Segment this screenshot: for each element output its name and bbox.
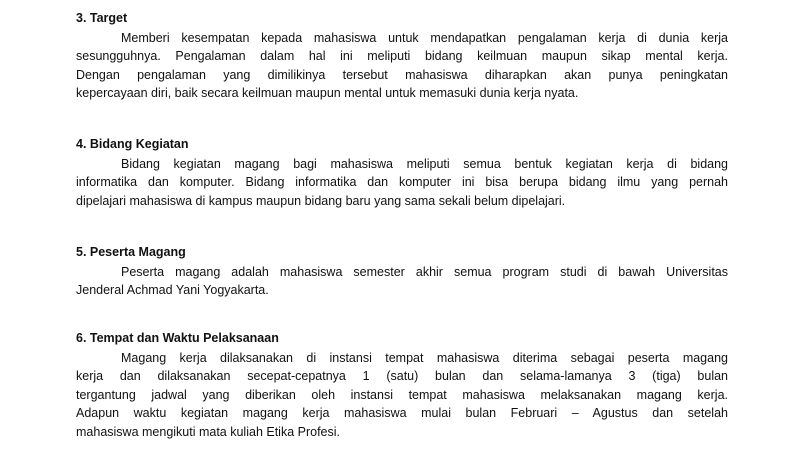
section-heading: 5. Peserta Magang — [76, 245, 186, 259]
section-target — [76, 10, 728, 103]
section-heading: 4. Bidang Kegiatan — [76, 137, 189, 151]
section-paragraph — [76, 263, 728, 300]
section-peserta-magang — [76, 244, 728, 300]
paragraph-line: tergantung jadwal yang diberikan oleh instansi tempat mahasiswa melaksanakan magang kerja. — [76, 387, 728, 402]
paragraph-line: informatika dan komputer. Bidang informatika dan komputer ini bisa berupa bidang ilmu yang pernah — [76, 175, 728, 190]
section-paragraph — [76, 155, 728, 210]
paragraph-line: kerja dan dilaksanakan secepat-cepatnya 1 (satu) bulan dan selama-lamanya 3 (tiga) bulan — [76, 369, 728, 384]
paragraph-line: sesungguhnya. Pengalaman dalam hal ini meliputi bidang keilmuan maupun sikap mental kerja. — [76, 49, 728, 64]
paragraph-line: Adapun waktu kegiatan magang kerja mahasiswa mulai bulan Februari – Agustus dan setelah — [76, 406, 728, 421]
section-paragraph — [76, 349, 728, 441]
paragraph-line: kepercayaan diri, baik secara keilmuan maupun mental untuk memasuki dunia kerja nyata. — [76, 86, 579, 101]
paragraph-line: Dengan pengalaman yang dimilikinya tersebut mahasiswa diharapkan akan punya peningkatan — [76, 67, 728, 82]
paragraph-line: Magang kerja dilaksanakan di instansi tempat mahasiswa diterima sebagai peserta magang — [121, 351, 728, 365]
section-heading: 3. Target — [76, 11, 128, 25]
paragraph-line: Bidang kegiatan magang bagi mahasiswa meliputi semua bentuk kegiatan kerja di bidang — [121, 157, 728, 171]
paragraph-line: dipelajari mahasiswa di kampus maupun bidang baru yang sama sekali belum dipelajari. — [76, 193, 566, 208]
section-tempat-dan-waktu — [76, 330, 728, 441]
paragraph-line: Peserta magang adalah mahasiswa semester akhir semua program studi di bawah Universitas — [121, 265, 728, 279]
section-bidang-kegiatan — [76, 136, 728, 210]
paragraph-line: Memberi kesempatan kepada mahasiswa untuk mendapatkan pengalaman kerja di dunia kerja — [121, 31, 728, 45]
paragraph-line: mahasiswa mengikuti mata kuliah Etika Profesi. — [76, 424, 341, 439]
paragraph-line: Jenderal Achmad Yani Yogyakarta. — [76, 283, 269, 298]
section-paragraph — [76, 29, 728, 103]
section-heading: 6. Tempat dan Waktu Pelaksanaan — [76, 331, 279, 345]
